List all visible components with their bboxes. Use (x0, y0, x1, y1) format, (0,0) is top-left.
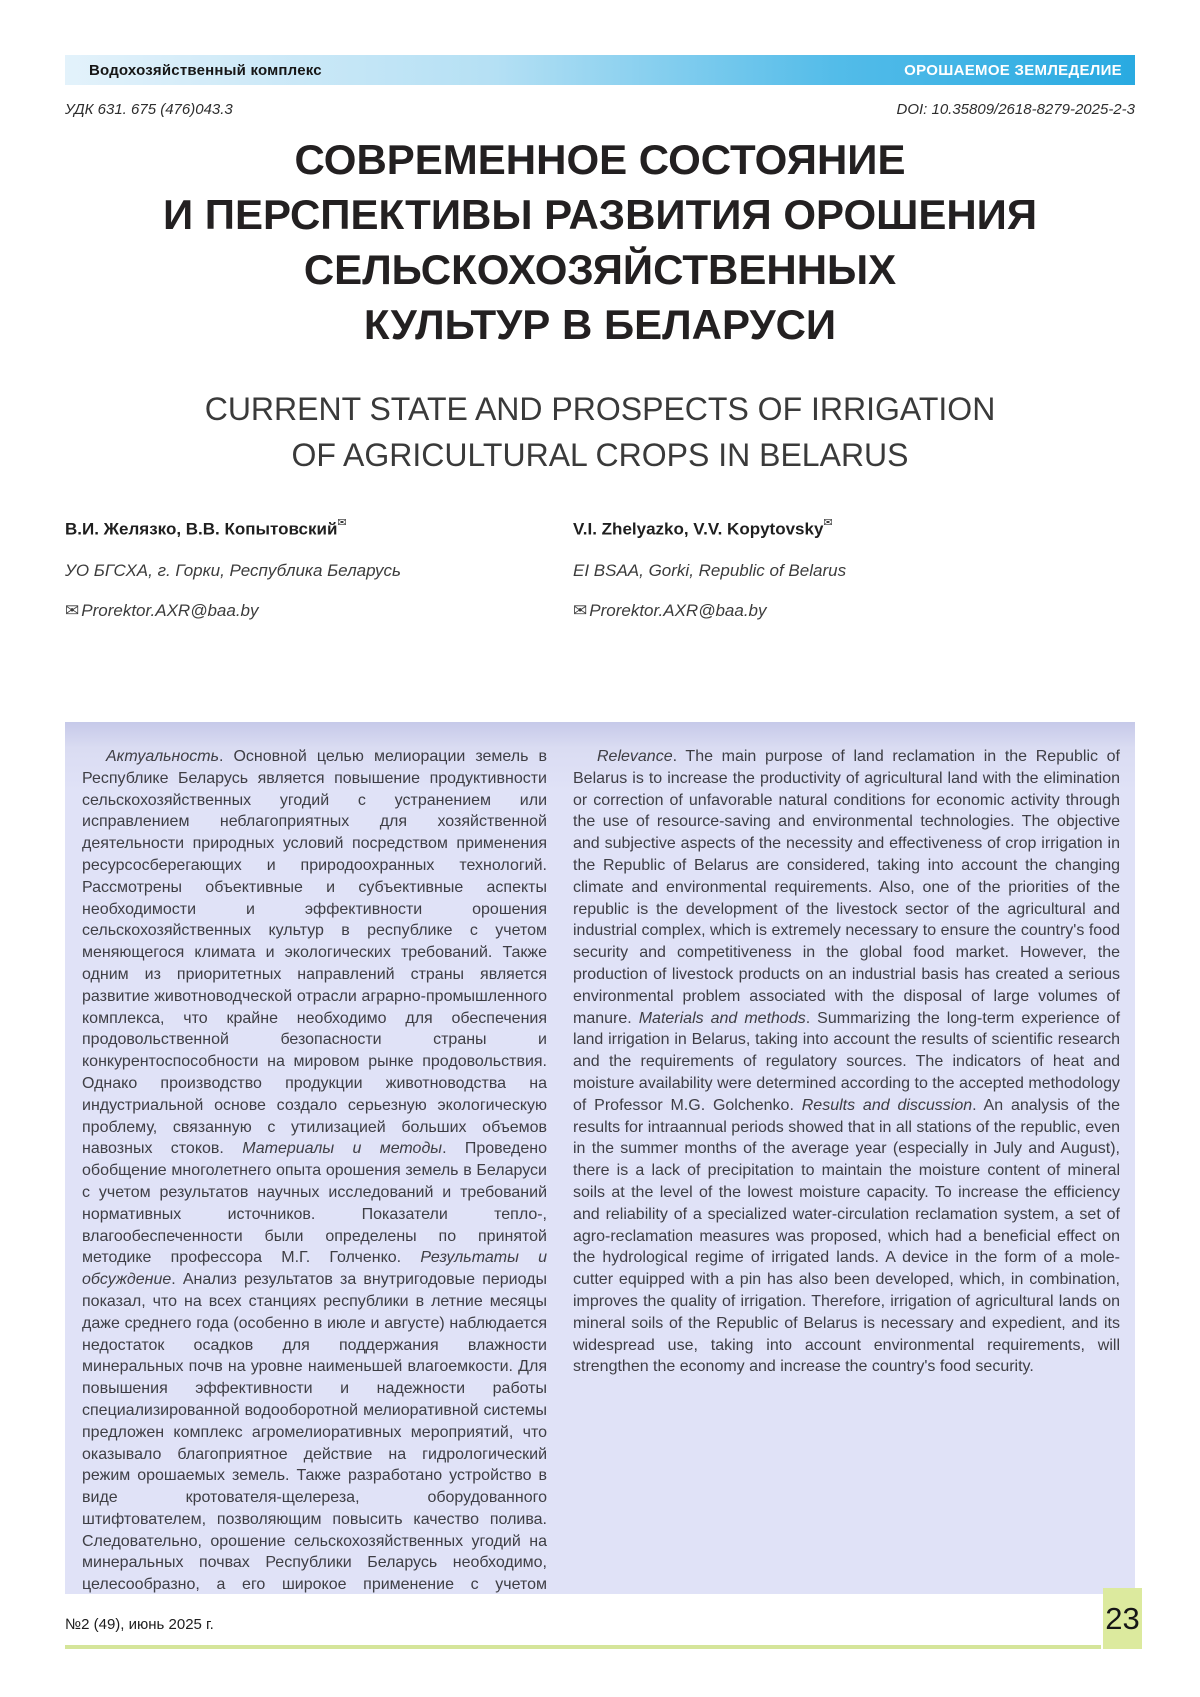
author-email-ru-address: Prorektor.AXR@baa.by (81, 600, 259, 620)
author-email-en[interactable] (573, 601, 1135, 621)
authors-ru (65, 518, 573, 621)
envelope-icon: ✉ (65, 600, 80, 620)
author-names-en (573, 518, 1135, 540)
envelope-icon: ✉ (337, 517, 347, 529)
article-title-en (0, 386, 1200, 478)
article-title-en-line: CURRENT STATE AND PROSPECTS OF IRRIGATION (204, 391, 996, 427)
journal-section-title: Водохозяйственный комплекс (89, 61, 322, 79)
author-names-ru (65, 518, 573, 540)
abstract-panel (65, 722, 1135, 1594)
authors-block (65, 518, 1135, 621)
author-names-ru-text: В.И. Желязко, В.В. Копытовский (65, 519, 338, 539)
author-email-en-address: Prorektor.AXR@baa.by (589, 600, 767, 620)
page-number: 23 (1103, 1588, 1142, 1649)
doi-code: DOI: 10.35809/2618-8279-2025-2-3 (896, 101, 1135, 118)
issue-info: №2 (49), июнь 2025 г. (65, 1616, 214, 1633)
article-title-en-line: OF AGRICULTURAL CROPS IN BELARUS (291, 437, 909, 473)
author-affiliation-en: EI BSAA, Gorki, Republic of Belarus (573, 560, 847, 580)
author-email-ru[interactable] (65, 601, 573, 621)
author-affiliation-ru: УО БГСХА, г. Горки, Республика Беларусь (65, 560, 401, 580)
article-title-ru-line: КУЛЬТУР В БЕЛАРУСИ (363, 301, 837, 348)
journal-rubric-title: ОРОШАЕМОЕ ЗЕМЛЕДЕЛИЕ (904, 61, 1122, 79)
envelope-icon: ✉ (823, 517, 833, 529)
envelope-icon: ✉ (573, 600, 588, 620)
udc-code: УДК 631. 675 (476)043.3 (65, 101, 233, 118)
footer-accent-line (65, 1645, 1101, 1649)
abstract-ru: Актуальность. Основной целью мелиорации земель в Республике Беларусь является повышение продуктивности сельскохозяйственных угодий с устранением или исправлением неблагоприятных для хозяйственной деятельности природных условий посредством применения ресурсосберегающих и природоохранных технологий. Рассмотрены объективные и субъективные аспекты необходимости и эффективности орошения сельскохозяйственных культур в республике с учетом меняющегося климата и экологических требований. Также одним из приоритетных направлений страны является развитие животноводческой отрасли аграрно-промышленного комплекса, что крайне необходимо для обеспечения продовольственной безопасности страны и конкурентоспособности на мировом рынке продовольствия. Однако производство продукции животноводства на индустриальной основе создало серьезную экологическую проблему, связанную с утилизацией больших объемов навозных стоков. Материалы и методы. Проведено обобщение многолетнего опыта орошения земель в Беларуси с учетом результатов научных исследований и требований нормативных источников. Показатели тепло-, влагообеспеченности были определены по принятой методике профессора М.Г. Голченко. Результаты и обсуждение. Анализ результатов за внутригодовые периоды показал, что на всех станциях республики в летние месяцы даже среднего года (особенно в июле и августе) наблюдается недостаток осадков для поддержания влажности минеральных почв на уровне наименьшей влагоемкости. Для повышения эффективности и надежности работы специализированной водооборотной мелиоративной системы предложен комплекс агромелиоративных мероприятий, что оказывало благоприятное действие на гидрологический режим орошаемых земель. Также разработано устройство в виде кротователя-щелереза, оборудованного штифтователем, позволяющим повысить качество полива. Следовательно, орошение сельскохозяйственных угодий на минеральных почвах Республики Беларусь необходимо, целесообразно, а его широкое применение с учетом (82, 748, 547, 1594)
abstract-en: Relevance. The main purpose of land reclamation in the Republic of Belarus is to increase the productivity of agricultural land with the elimination or correction of unfavorable natural conditions for economic activity through the use of resource-saving and environmental technologies. The objective and subjective aspects of the necessity and effectiveness of crop irrigation in the Republic of Belarus are considered, taking into account the changing climate and environmental requirements. Also, one of the priorities of the republic is the development of the livestock sector of the agricultural and industrial complex, which is extremely necessary to ensure the country's food security and competitiveness in the global food market. However, the production of livestock products on an industrial basis has created a serious environmental problem associated with the disposal of large volumes of manure. Materials and methods. Summarizing the long-term experience of land irrigation in Belarus, taking into account the results of scientific research and the requirements of regulatory sources. The indicators of heat and moisture availability were determined according to the accepted methodology of Professor M.G. Golchenko. Results and discussion. An analysis of the results for intraannual periods showed that in all stations of the republic, even in the summer months of the average year (especially in July and August), there is a lack of precipitation to maintain the moisture content of mineral soils at the level of the lowest moisture capacity. To increase the efficiency and reliability of a specialized water-circulation reclamation system, a set of agro-reclamation measures was proposed, which had a beneficial effect on the hydrological regime of irrigated lands. A device in the form of a mole-cutter equipped with a pin has also been developed, which, in combination, improves the quality of irrigation. Therefore, irrigation of agricultural lands on mineral soils of the Republic of Belarus is necessary and expedient, and its widespread use, taking into account environmental requirements, will strengthen the economy and increase the country's food security. (573, 748, 1121, 1376)
article-title-ru (0, 132, 1200, 352)
authors-en (573, 518, 1135, 621)
article-title-ru-line: СОВРЕМЕННОЕ СОСТОЯНИЕ (294, 136, 906, 183)
section-header-bar (65, 55, 1135, 85)
article-title-ru-line: И ПЕРСПЕКТИВЫ РАЗВИТИЯ ОРОШЕНИЯ (162, 191, 1038, 238)
article-meta-row (65, 101, 1135, 118)
author-names-en-text: V.I. Zhelyazko, V.V. Kopytovsky (573, 519, 824, 539)
article-title-ru-line: СЕЛЬСКОХОЗЯЙСТВЕННЫХ (303, 246, 897, 293)
